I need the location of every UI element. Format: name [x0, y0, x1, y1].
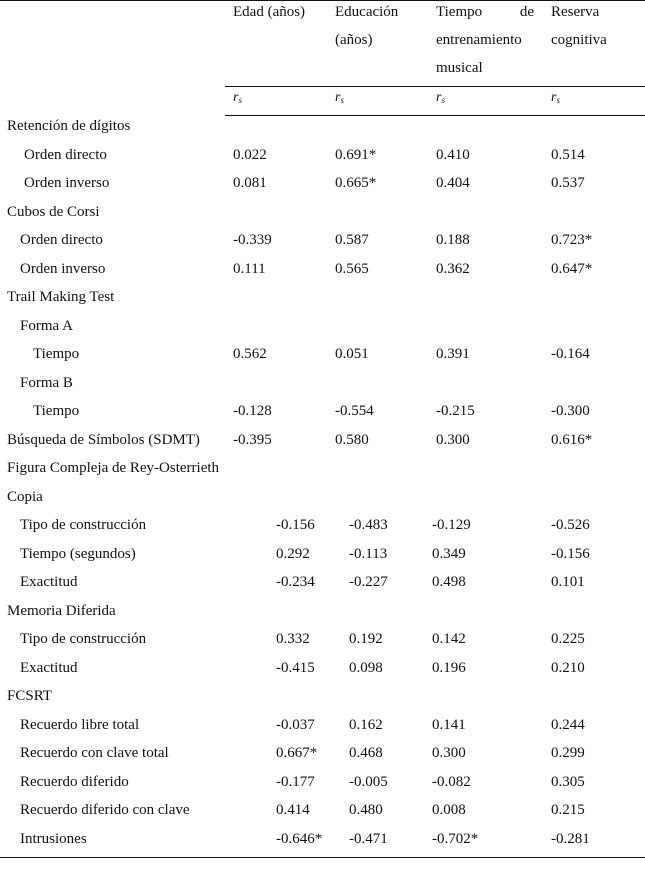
row-label: Tipo de construcción: [20, 631, 147, 647]
section-label: Memoria Diferida: [7, 602, 116, 619]
cell-edad: -0.177: [276, 773, 315, 790]
cell-reserva: 0.225: [551, 631, 585, 647]
cell-educacion: 0.587: [335, 232, 369, 248]
cell-tiempo: 0.362: [436, 260, 470, 277]
cell-edad: 0.562: [233, 346, 267, 362]
cell-educacion: 0.665*: [335, 175, 377, 191]
cell-educacion: 0.192: [349, 631, 383, 647]
cell-educacion: -0.483: [349, 517, 388, 533]
cell-educacion: 0.162: [349, 716, 383, 733]
top-rule: [0, 0, 645, 1]
section-label: FCSRT: [7, 688, 52, 704]
col-header-tiempo-line1: [436, 3, 534, 21]
col-header-educacion-line2: (años): [335, 32, 373, 48]
row-label: Tiempo: [33, 403, 80, 419]
col-header-edad: Edad (años): [233, 4, 306, 20]
row-label: Tipo de construcción: [20, 517, 147, 533]
cell-edad: -0.156: [276, 517, 315, 533]
cell-tiempo: 0.008: [432, 802, 466, 818]
cell-edad: -0.128: [233, 403, 272, 419]
cell-tiempo: 0.498: [432, 574, 466, 590]
row-label: Orden directo: [20, 232, 103, 248]
section-label: Figura Compleja de Rey-Osterrieth: [7, 460, 220, 476]
cell-edad: -0.037: [276, 716, 315, 733]
cell-tiempo: 0.196: [432, 659, 466, 676]
col-header-reserva-line2: cognitiva: [551, 32, 607, 48]
col-header-reserva-line1: Reserva: [551, 4, 600, 20]
cell-tiempo: -0.215: [436, 403, 475, 419]
row-label: Recuerdo diferido: [20, 773, 129, 790]
cell-edad: -0.415: [276, 659, 315, 676]
cell-reserva: -0.281: [551, 830, 590, 847]
cell-educacion: 0.480: [349, 802, 383, 818]
cell-edad: -0.234: [276, 574, 315, 590]
cell-edad: 0.414: [276, 802, 310, 818]
cell-tiempo: 0.410: [436, 146, 470, 163]
cell-tiempo: 0.300: [436, 431, 470, 448]
cell-reserva: -0.526: [551, 517, 590, 533]
cell-educacion: 0.691*: [335, 146, 377, 163]
cell-educacion: -0.113: [349, 545, 388, 562]
cell-reserva: 0.305: [551, 773, 585, 790]
cell-edad: 0.111: [233, 260, 266, 277]
cell-edad: 0.667*: [276, 745, 318, 761]
cell-tiempo: -0.129: [432, 517, 471, 533]
cell-tiempo: 0.391: [436, 346, 470, 362]
cell-educacion: -0.471: [349, 830, 388, 847]
cell-tiempo: 0.349: [432, 545, 466, 562]
cell-edad: 0.081: [233, 175, 267, 191]
cell-tiempo: 0.300: [432, 745, 466, 761]
cell-tiempo: 0.404: [436, 175, 470, 191]
row-label: Recuerdo libre total: [20, 716, 140, 733]
col-header-tiempo-line3: musical: [436, 60, 483, 76]
col-header-tiempo-word1: Tiempo: [436, 4, 483, 20]
row-label: Recuerdo diferido con clave: [20, 802, 190, 818]
stat-label-tiempo: $r_s$: [436, 90, 445, 105]
subsection-label: Forma A: [20, 317, 73, 334]
cell-edad: 0.292: [276, 545, 310, 562]
cell-edad: -0.395: [233, 431, 272, 448]
cell-tiempo: 0.188: [436, 232, 470, 248]
cell-educacion: 0.580: [335, 431, 369, 448]
stat-label-edad: $r_s$: [233, 90, 242, 105]
row-label: Exactitud: [20, 659, 78, 676]
row-label: Intrusiones: [20, 830, 87, 847]
cell-reserva: 0.299: [551, 745, 585, 761]
cell-reserva: -0.300: [551, 403, 590, 419]
cell-educacion: -0.005: [349, 773, 388, 790]
cell-reserva: 0.210: [551, 659, 585, 676]
row-label: Búsqueda de Símbolos (SDMT): [7, 431, 200, 448]
row-label: Tiempo: [33, 346, 80, 362]
stat-label-reserva: $r_s$: [551, 90, 560, 105]
cell-reserva: -0.156: [551, 545, 590, 562]
cell-educacion: 0.098: [349, 659, 383, 676]
stat-label-educacion: $r_s$: [335, 90, 344, 105]
subsection-label: Forma B: [20, 374, 73, 391]
cell-tiempo: -0.082: [432, 773, 471, 790]
cell-reserva: 0.647*: [551, 260, 593, 277]
cell-reserva: 0.616*: [551, 431, 593, 448]
cell-reserva: -0.164: [551, 346, 590, 362]
cell-reserva: 0.215: [551, 802, 585, 818]
cell-educacion: 0.565: [335, 260, 369, 277]
cell-edad: -0.646*: [276, 830, 323, 847]
row-label: Orden inverso: [20, 260, 106, 277]
section-label: Cubos de Corsi: [7, 203, 100, 220]
col-header-tiempo-line2: entrenamiento: [436, 32, 522, 48]
cell-tiempo: 0.141: [432, 716, 466, 733]
cell-edad: 0.022: [233, 146, 267, 163]
stat-rule: [225, 115, 645, 116]
cell-educacion: 0.051: [335, 346, 369, 362]
header-rule: [225, 86, 645, 87]
cell-educacion: 0.468: [349, 745, 383, 761]
col-header-educacion-line1: Educación: [335, 4, 399, 20]
cell-reserva: 0.723*: [551, 232, 593, 248]
bottom-rule: [0, 857, 645, 858]
row-label: Orden inverso: [24, 175, 110, 191]
row-label: Recuerdo con clave total: [20, 745, 169, 761]
row-label: Orden directo: [24, 146, 107, 163]
cell-reserva: 0.244: [551, 716, 585, 733]
cell-edad: 0.332: [276, 631, 310, 647]
section-label: Retención de dígitos: [7, 118, 131, 134]
row-label: Exactitud: [20, 574, 78, 590]
cell-reserva: 0.537: [551, 175, 585, 191]
cell-reserva: 0.101: [551, 574, 585, 590]
section-label: Copia: [7, 488, 43, 505]
cell-edad: -0.339: [233, 232, 272, 248]
cell-educacion: -0.554: [335, 403, 374, 419]
cell-tiempo: -0.702*: [432, 830, 479, 847]
cell-tiempo: 0.142: [432, 631, 466, 647]
cell-reserva: 0.514: [551, 146, 585, 163]
cell-educacion: -0.227: [349, 574, 388, 590]
section-label: Trail Making Test: [7, 289, 115, 305]
row-label: Tiempo (segundos): [20, 545, 136, 562]
col-header-tiempo-word2: de: [519, 4, 534, 20]
